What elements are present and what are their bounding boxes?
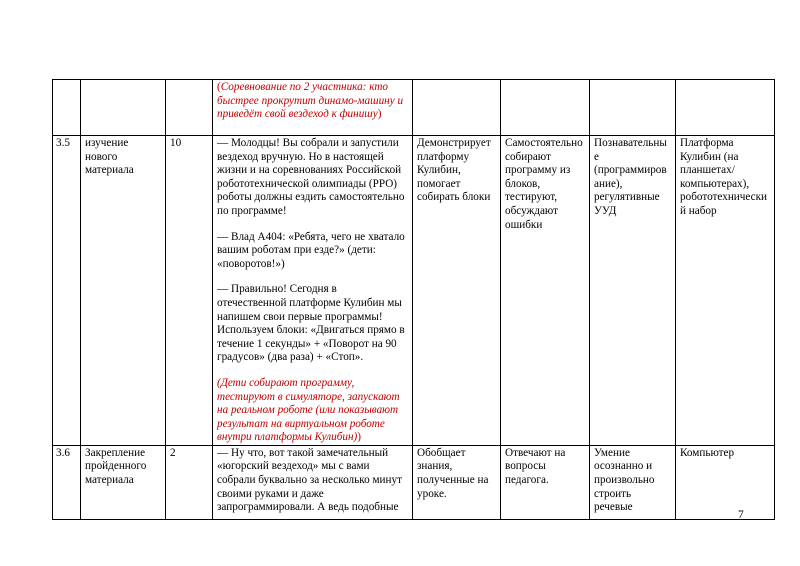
time-cell [166, 80, 213, 136]
uud-cell [590, 80, 676, 136]
student-activity-cell: Отвечают на вопросы педагога. [501, 445, 590, 519]
table-row [53, 136, 775, 446]
teacher-activity-cell: Демонстрирует платформу Кулибин, помогает собирать блоки [413, 136, 501, 446]
content-cell [213, 80, 413, 136]
student-activity-cell: Самостоятельно собирают программу из блоков, тестируют, обсуждают ошибки [501, 136, 590, 446]
teacher-activity-cell [413, 80, 501, 136]
row-number-cell: 3.6 [53, 445, 81, 519]
student-activity-note: (Соревнование по 2 участника: кто быстрее прокрутит динамо-машину и приведёт свой вездеход к финишу) [217, 81, 404, 121]
uud-cell: Познавательные (программирование), регулятивные УУД [590, 136, 676, 446]
student-activity-note: (Дети собирают программу, тестируют в симуляторе, запускают на реальном роботе (или показывают результат на виртуальном роботе внутри платформы Кулибин)) [217, 376, 400, 444]
equipment-cell: Компьютер [676, 445, 775, 519]
stage-cell [81, 80, 166, 136]
student-activity-cell [501, 80, 590, 136]
content-paragraph: — Правильно! Сегодня в отечественной платформе Кулибин мы напишем свои первые программы! Используем блоки: «Двигаться прямо в течение 1 секунды» + «Поворот на 90 градусов» (два раза) + «Стоп». [217, 283, 405, 364]
table-row [53, 80, 775, 136]
content-paragraph: — Молодцы! Вы собрали и запустили вездеход вручную. Но в настоящей жизни и на соревнованиях Российской робототехнической олимпиады (РРО) роботы должны ездить самостоятельно по программе! [217, 137, 405, 217]
stage-cell: Закрепление пройденного материала [81, 445, 166, 519]
content-cell [213, 445, 413, 519]
uud-cell: Умение осознанно и произвольно строить речевые [590, 445, 676, 519]
equipment-cell [676, 80, 775, 136]
content-paragraph: — Влад А404: «Ребята, чего не хватало вашим роботам при езде?» (дети: «поворотов!») [217, 230, 405, 270]
page-number: 7 [738, 509, 744, 521]
content-cell [213, 136, 413, 446]
table-row [53, 445, 775, 519]
time-cell: 2 [166, 445, 213, 519]
lesson-plan-table [52, 79, 775, 520]
teacher-activity-cell: Обобщает знания, полученные на уроке. [413, 445, 501, 519]
equipment-cell: Платформа Кулибин (на планшетах/компьютерах), робототехнический набор [676, 136, 775, 446]
content-paragraph: — Ну что, вот такой замечательный «югорский вездеход» мы с вами собрали буквально за несколько минут своими руками и даже запрограммировали. А ведь подобные [217, 446, 403, 514]
time-cell: 10 [166, 136, 213, 446]
row-number-cell [53, 80, 81, 136]
stage-cell: изучение нового материала [81, 136, 166, 446]
row-number-cell: 3.5 [53, 136, 81, 446]
